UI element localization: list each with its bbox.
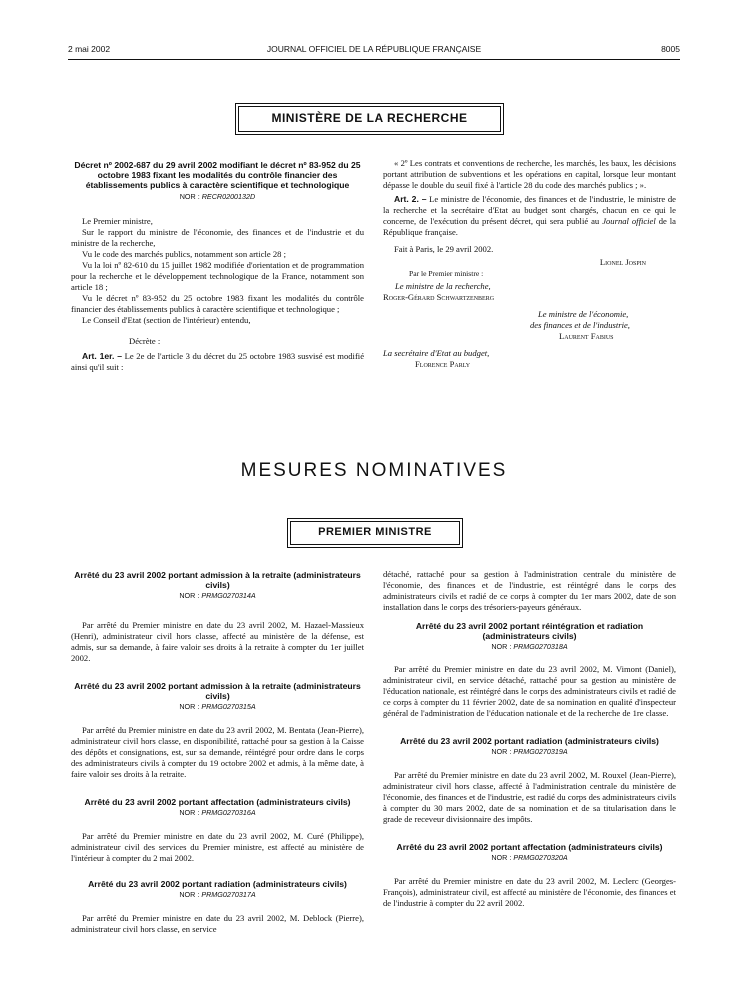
ministry-box-recherche xyxy=(235,103,504,135)
arrete-title: Arrêté du 23 avril 2002 portant admission à la retraite (administrateurs civils) xyxy=(74,570,361,590)
arrete-nor: NOR : PRMG0270320A xyxy=(491,853,568,862)
header-date: 2 mai 2002 xyxy=(68,44,111,54)
decree-fait: Fait à Paris, le 29 avril 2002. xyxy=(394,244,494,254)
decree-article-1: Art. 1er. – Le 2e de l'article 3 du décret du 25 octobre 1983 susvisé est modifié ainsi qu'il suit : xyxy=(71,351,365,372)
header-journal-title: JOURNAL OFFICIEL DE LA RÉPUBLIQUE FRANÇAISE xyxy=(266,44,482,54)
decree-para: Le Premier ministre, xyxy=(82,216,153,226)
decree-decrete: Décrète : xyxy=(129,336,161,346)
decree-left-column xyxy=(71,160,364,373)
arrete-block xyxy=(71,681,364,780)
par-premier-ministre: Par le Premier ministre : xyxy=(409,269,484,278)
arrete-nor: NOR : PRMG0270316A xyxy=(179,808,256,817)
decree-title: Décret nº 2002-687 du 29 avril 2002 modifiant le décret nº 83-952 du 25 octobre 1983 fixant les modalités du contrôle financier des établissements publics à caractère scientifique et technologique xyxy=(74,160,361,190)
arrete-continuation: détaché, rattaché pour sa gestion à l'administration centrale du ministère de l'économie, des finances et de l'industrie, est réintégré dans le corps des administrateurs civils et radié de ce corps à compter du 1er mars 2002, date de son installation dans le corps des trésoriers-payeurs généraux. xyxy=(383,569,676,612)
decree-para: Le Conseil d'Etat (section de l'intérieur) entendu, xyxy=(82,315,251,325)
arrete-text: Par arrêté du Premier ministre en date du 23 avril 2002, M. Leclerc (Georges-François), administrateur civil, est affecté au ministère de l'économie, des finances et de l'industrie à compter du 22 avril 2002. xyxy=(383,876,676,908)
secretaire-budget-name: Florence Parly xyxy=(415,359,471,369)
arrete-nor: NOR : PRMG0270314A xyxy=(179,591,256,600)
arrete-title: Arrêté du 23 avril 2002 portant admission à la retraite (administrateurs civils) xyxy=(74,681,361,701)
arrete-title: Arrêté du 23 avril 2002 portant affectation (administrateurs civils) xyxy=(396,842,663,852)
arrete-text: Par arrêté du Premier ministre en date du 23 avril 2002, M. Curé (Philippe), administrateur civil des services du Premier ministre, est affecté au ministère de l'intérieur à compter du 2 mai 2002. xyxy=(71,831,364,863)
header-page-number: 8005 xyxy=(661,44,680,54)
arrete-nor: NOR : PRMG0270319A xyxy=(491,747,568,756)
ministre-economie-2: des finances et de l'industrie, xyxy=(530,320,630,330)
arrete-text: Par arrêté du Premier ministre en date du 23 avril 2002, M. Bentata (Jean-Pierre), administrateur civil hors classe, en disponibilité, rattaché pour sa gestion à la Caisse des dépôts et consignations, est, sur sa demande, réintégré pour ordre dans le corps des administrateurs civils à compter du 19 octobre 2002 et admis, à la même date, à faire valoir ses droits à la retraite. xyxy=(71,725,364,779)
decree-para: Sur le rapport du ministre de l'économie, des finances et de l'industrie et du ministre de la recherche, xyxy=(71,227,364,248)
arrete-nor: NOR : PRMG0270318A xyxy=(491,642,568,651)
arrete-text: Par arrêté du Premier ministre en date du 23 avril 2002, M. Deblock (Pierre), administrateur civil hors classe, en service xyxy=(71,913,364,934)
arrete-text: Par arrêté du Premier ministre en date du 23 avril 2002, M. Hazael-Massieux (Henri), administrateur civil hors classe, affecté au ministère de la défense, est admis, sur sa demande, à faire valoir ses droits à la retraite à compter du 1er juillet 2002. xyxy=(71,620,364,663)
ministre-recherche: Le ministre de la recherche, xyxy=(395,281,491,291)
header-rule xyxy=(68,59,680,60)
arrete-nor: NOR : PRMG0270317A xyxy=(179,890,256,899)
ministre-economie-name: Laurent Fabius xyxy=(559,331,614,341)
ministry-title: PREMIER MINISTRE xyxy=(318,526,432,538)
ministre-economie-1: Le ministre de l'économie, xyxy=(538,309,629,319)
arrete-block xyxy=(71,797,364,864)
decree-para: Vu le code des marchés publics, notamment son article 28 ; xyxy=(82,249,287,259)
decree-para: Vu le décret nº 83-952 du 25 octobre 1983 fixant les modalités du contrôle financier des établissements publics à caractère scientifique et technologique ; xyxy=(71,293,364,314)
decree-quote: « 2º Les contrats et conventions de recherche, les marchés, les baux, les décisions portant attribution de subventions et les opérations en capital, lorsque leur montant dépasse le double du seuil fixé à l'article 28 du code des marchés publics ; ». xyxy=(383,158,676,190)
arrete-text: Par arrêté du Premier ministre en date du 23 avril 2002, M. Rouxel (Jean-Pierre), administrateur civil hors classe, affecté à l'administration centrale du ministère de l'économie, des finances et de l'industrie, est radié du corps des administrateurs civils à compter du 30 mars 2002, date de sa nomination et de sa titularisation dans le grade de receveur divisionnaire des impôts. xyxy=(383,770,676,824)
arrete-block xyxy=(383,736,676,825)
arretes-right-column xyxy=(383,569,676,909)
arrete-nor: NOR : PRMG0270315A xyxy=(179,702,256,711)
arretes-left-column xyxy=(71,570,364,935)
ministry-title: MINISTÈRE DE LA RECHERCHE xyxy=(271,111,468,125)
arrete-title: Arrêté du 23 avril 2002 portant réintégration et radiation (administrateurs civils) xyxy=(415,621,644,641)
ministry-box-premier-ministre xyxy=(287,518,463,548)
decree-right-column xyxy=(383,158,676,370)
decree-para: Vu la loi nº 82-610 du 15 juillet 1982 modifiée d'orientation et de programmation pour la recherche et le développement technologique de la France, notamment son article 18 ; xyxy=(71,260,364,292)
arrete-block xyxy=(71,879,364,935)
arrete-block xyxy=(383,621,676,719)
arrete-title: Arrêté du 23 avril 2002 portant radiation (administrateurs civils) xyxy=(88,879,347,889)
decree-article-2: Art. 2. – Le ministre de l'économie, des finances et de l'industrie, le ministre de la recherche et la secrétaire d'Etat au budget sont chargés, chacun en ce qui le concerne, de l'exécution du présent décret, qui sera publié au Journal officiel de la République française. xyxy=(383,194,676,237)
secretaire-budget: La secrétaire d'Etat au budget, xyxy=(383,348,490,358)
arrete-text: Par arrêté du Premier ministre en date du 23 avril 2002, M. Vimont (Daniel), administrateur civil, en service détaché, rattaché pour sa gestion au ministère de l'éducation nationale, est réintégré dans le corps des administrateurs civils et radié de ce corps à compter du 11 février 2002, date de sa nomination en qualité d'inspecteur général de l'administration de l'éducation nationale et de la recherche de 1re classe. xyxy=(383,664,676,718)
arrete-block xyxy=(383,842,676,909)
decree-nor: NOR : RECR0200132D xyxy=(179,192,256,201)
running-header xyxy=(68,44,680,58)
ministre-recherche-name: Roger-Gérard Schwartzenberg xyxy=(383,292,495,302)
signature-pm: Lionel Jospin xyxy=(599,257,646,267)
arrete-title: Arrêté du 23 avril 2002 portant affectation (administrateurs civils) xyxy=(84,797,351,807)
section-title-mesures-nominatives: MESURES NOMINATIVES xyxy=(240,460,508,481)
arrete-block xyxy=(71,570,364,664)
arrete-title: Arrêté du 23 avril 2002 portant radiation (administrateurs civils) xyxy=(400,736,659,746)
